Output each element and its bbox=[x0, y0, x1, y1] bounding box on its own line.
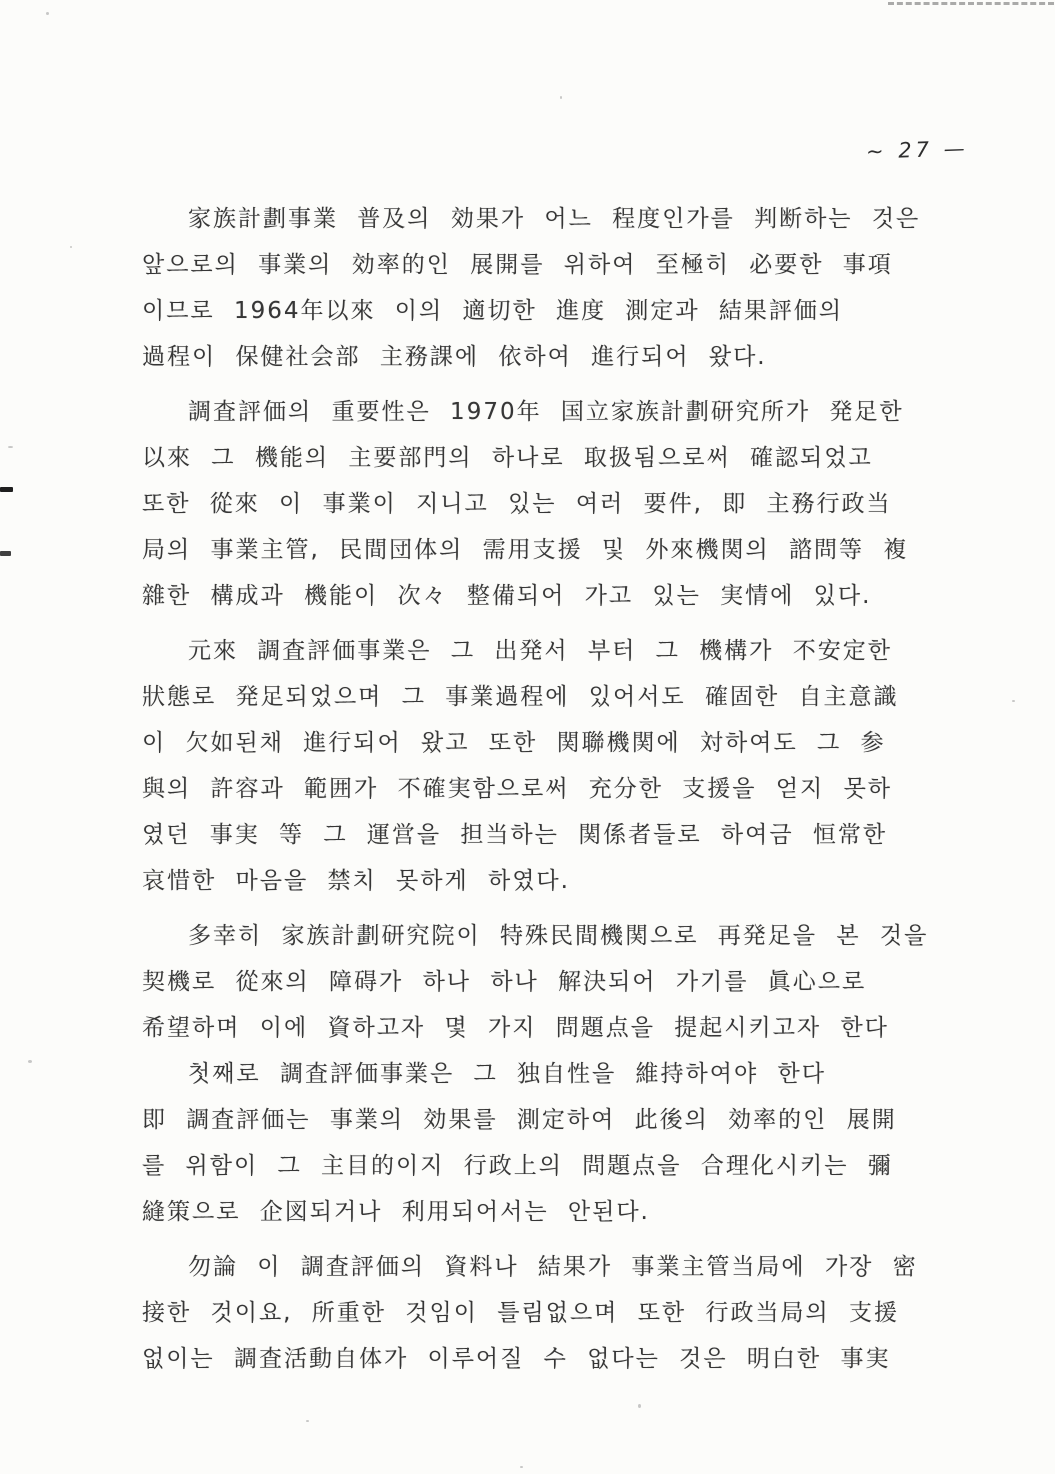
scan-edge-dashes bbox=[888, 2, 1054, 5]
document-line: 與의 許容과 範囲가 不確実함으로써 充分한 支援을 얻지 못하 bbox=[142, 776, 893, 802]
document-line: 또한 從來 이 事業이 지니고 있는 여러 要件, 即 主務行政当 bbox=[142, 491, 892, 517]
document-line: 勿論 이 調査評価의 資料나 結果가 事業主管当局에 가장 密 bbox=[188, 1254, 918, 1280]
scan-edge-mark bbox=[0, 551, 11, 556]
document-line: 家族計劃事業 普及의 効果가 어느 程度인가를 判断하는 것은 bbox=[188, 206, 921, 232]
scan-speck bbox=[306, 1420, 309, 1422]
document-text-block bbox=[142, 196, 957, 1382]
scan-speck bbox=[1012, 700, 1015, 702]
document-line: 接한 것이요, 所重한 것임이 틀림없으며 또한 行政当局의 支援 bbox=[142, 1300, 899, 1326]
document-line: 元來 調査評価事業은 그 出発서 부터 그 機構가 不安定한 bbox=[188, 638, 892, 664]
scan-speck bbox=[638, 1404, 641, 1408]
page-number: ~ 27 — bbox=[865, 136, 970, 164]
document-line: 契機로 從來의 障碍가 하나 하나 解決되어 가기를 眞心으로 bbox=[142, 969, 867, 995]
document-line: 哀惜한 마음을 禁치 못하게 하였다. bbox=[142, 868, 570, 894]
scan-speck bbox=[8, 446, 13, 448]
document-line: 即 調査評価는 事業의 効果를 測定하여 此後의 効率的인 展開 bbox=[142, 1107, 897, 1133]
document-line: 過程이 保健社会部 主務課에 依하여 進行되어 왔다. bbox=[142, 344, 767, 370]
document-line: 以來 그 機能의 主要部門의 하나로 取扱됨으로써 確認되었고 bbox=[142, 445, 873, 471]
document-line: 希望하며 이에 資하고자 몇 가지 問題点을 提起시키고자 한다 bbox=[142, 1015, 889, 1041]
scan-speck bbox=[560, 96, 562, 99]
scan-speck bbox=[520, 1466, 523, 1468]
document-line: 局의 事業主管, 民間団体의 需用支援 및 外來機関의 諮問等 複 bbox=[142, 537, 909, 563]
document-line: 였던 事実 等 그 運営을 担当하는 関係者들로 하여금 恒常한 bbox=[142, 822, 888, 848]
document-line: 를 위함이 그 主目的이지 行政上의 問題点을 合理化시키는 彌 bbox=[142, 1153, 893, 1179]
document-line: 雜한 構成과 機能이 次々 整備되어 가고 있는 実情에 있다. bbox=[142, 583, 872, 609]
document-line: 이므로 1964年以來 이의 適切한 進度 測定과 結果評価의 bbox=[142, 298, 844, 324]
scan-speck bbox=[70, 246, 72, 248]
scan-speck bbox=[28, 1060, 32, 1063]
scan-edge-mark bbox=[0, 487, 13, 492]
document-line: 없이는 調査活動自体가 이루어질 수 없다는 것은 明白한 事実 bbox=[142, 1346, 891, 1372]
document-line: 첫째로 調査評価事業은 그 独自性을 維持하여야 한다 bbox=[188, 1061, 826, 1087]
document-line: 多幸히 家族計劃研究院이 特殊民間機関으로 再発足을 본 것을 bbox=[188, 923, 929, 949]
document-line: 縫策으로 企図되거나 利用되어서는 안된다. bbox=[142, 1199, 650, 1225]
document-line: 이 欠如된채 進行되어 왔고 또한 関聯機関에 対하여도 그 参 bbox=[142, 730, 886, 756]
document-line: 狀態로 発足되었으며 그 事業過程에 있어서도 確固한 自主意識 bbox=[142, 684, 899, 710]
scan-speck bbox=[46, 12, 49, 15]
document-line: 앞으로의 事業의 効率的인 展開를 위하여 至極히 必要한 事項 bbox=[142, 252, 893, 278]
document-line: 調査評価의 重要性은 1970年 国立家族計劃研究所가 発足한 bbox=[188, 399, 904, 425]
